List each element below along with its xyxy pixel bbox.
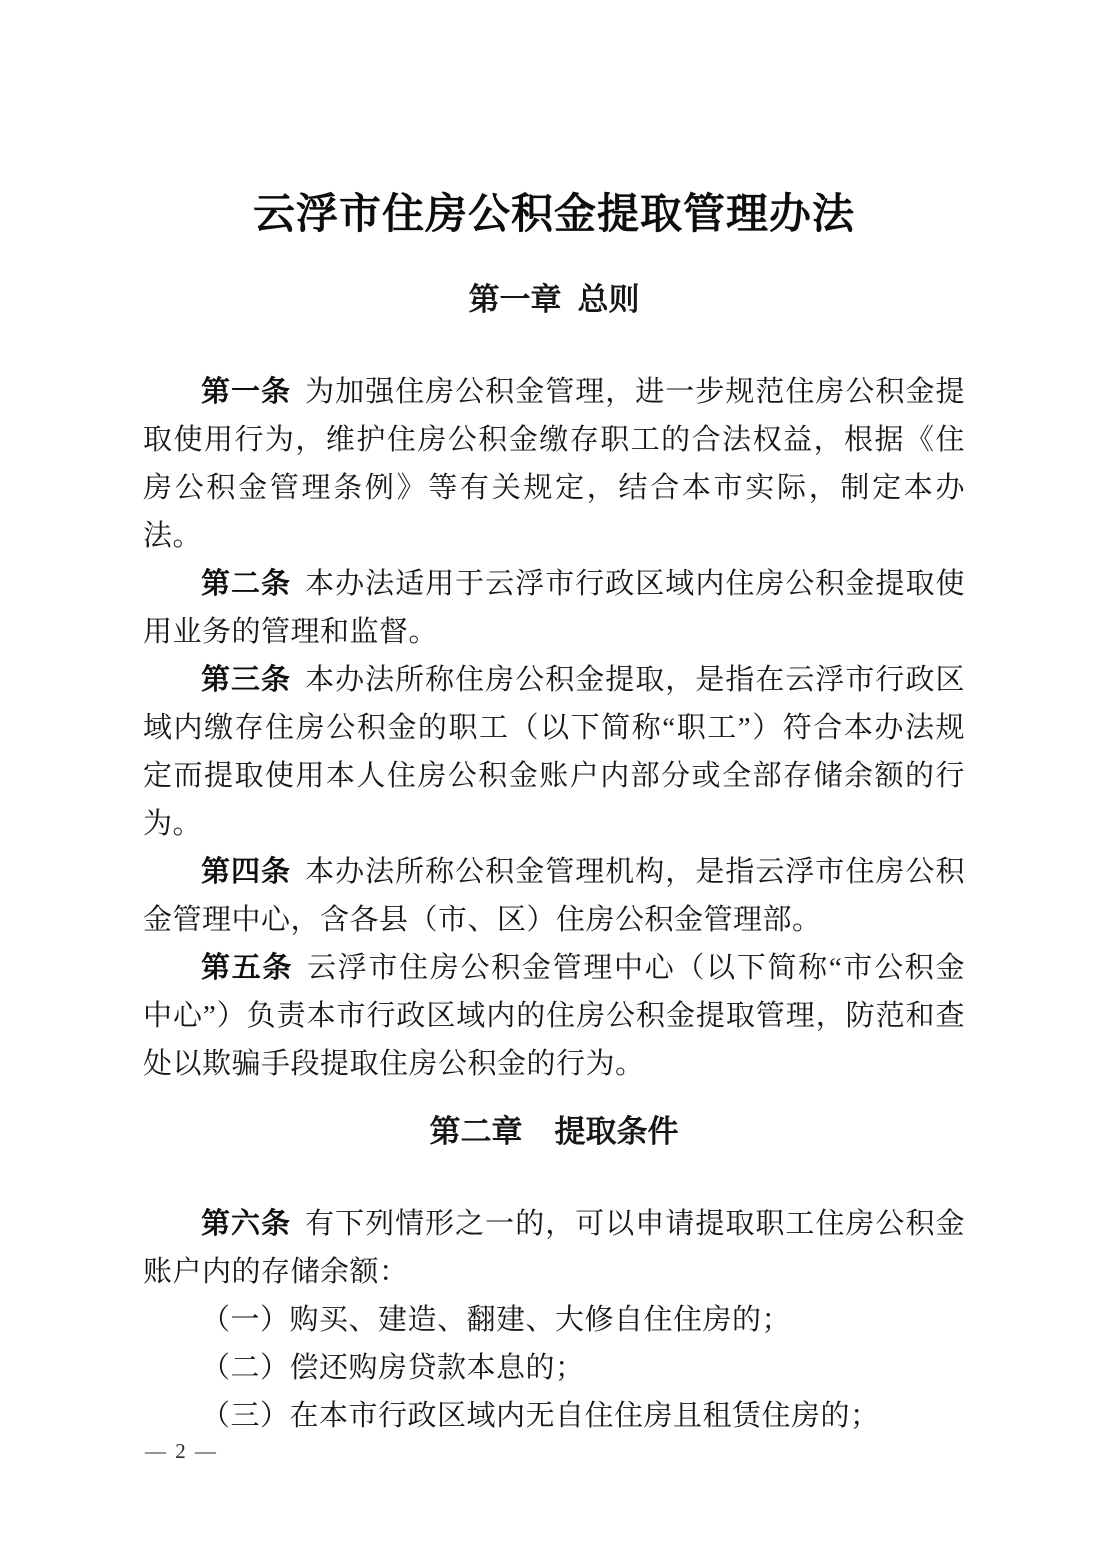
chapter-1-name: 总则 <box>577 282 640 317</box>
document-title: 云浮市住房公积金提取管理办法 <box>252 192 855 238</box>
chapter-2-name: 提取条件 <box>554 1114 679 1149</box>
chapter-2-heading <box>143 1114 965 1150</box>
article-2-label: 第二条 <box>201 568 292 600</box>
article-1 <box>143 368 965 560</box>
article-6-item-2: （二）偿还购房贷款本息的； <box>201 1352 585 1384</box>
article-4 <box>143 848 965 944</box>
article-6-label: 第六条 <box>201 1208 292 1240</box>
chapter-2-number: 第二章 <box>429 1114 523 1149</box>
article-5 <box>143 944 965 1088</box>
chapter-1-number: 第一章 <box>468 282 562 317</box>
article-3-text: 本办法所称住房公积金提取，是指在云浮市行政区域内缴存住房公积金的职工（以下简称“职工”）符合本办法规定而提取使用本人住房公积金账户内部分或全部存储余额的行为。 <box>143 664 965 840</box>
chapter-1-body <box>143 368 965 1088</box>
article-4-label: 第四条 <box>201 856 292 888</box>
article-2 <box>143 560 965 656</box>
article-6 <box>143 1200 965 1296</box>
article-6-item-3: （三）在本市行政区域内无自住住房且租赁住房的； <box>201 1400 880 1432</box>
article-4-text: 本办法所称公积金管理机构，是指云浮市住房公积金管理中心，含各县（市、区）住房公积金管理部。 <box>143 856 965 936</box>
article-2-text: 本办法适用于云浮市行政区域内住房公积金提取使用业务的管理和监督。 <box>143 568 965 648</box>
chapter-2-body <box>143 1200 965 1440</box>
page-number: — 2 — <box>145 1439 218 1463</box>
chapter-1-heading <box>143 282 965 318</box>
article-5-text: 云浮市住房公积金管理中心（以下简称“市公积金中心”）负责本市行政区域内的住房公积金提取管理，防范和查处以欺骗手段提取住房公积金的行为。 <box>143 952 965 1080</box>
article-1-text: 为加强住房公积金管理，进一步规范住房公积金提取使用行为，维护住房公积金缴存职工的合法权益，根据《住房公积金管理条例》等有关规定，结合本市实际，制定本办法。 <box>143 376 965 552</box>
article-6-item-1: （一）购买、建造、翻建、大修自住住房的； <box>201 1304 792 1336</box>
article-6-text: 有下列情形之一的，可以申请提取职工住房公积金账户内的存储余额： <box>143 1208 965 1288</box>
article-5-label: 第五条 <box>201 952 294 984</box>
article-1-label: 第一条 <box>201 376 292 408</box>
article-3 <box>143 656 965 848</box>
document-content <box>143 190 965 1440</box>
article-3-label: 第三条 <box>201 664 292 696</box>
